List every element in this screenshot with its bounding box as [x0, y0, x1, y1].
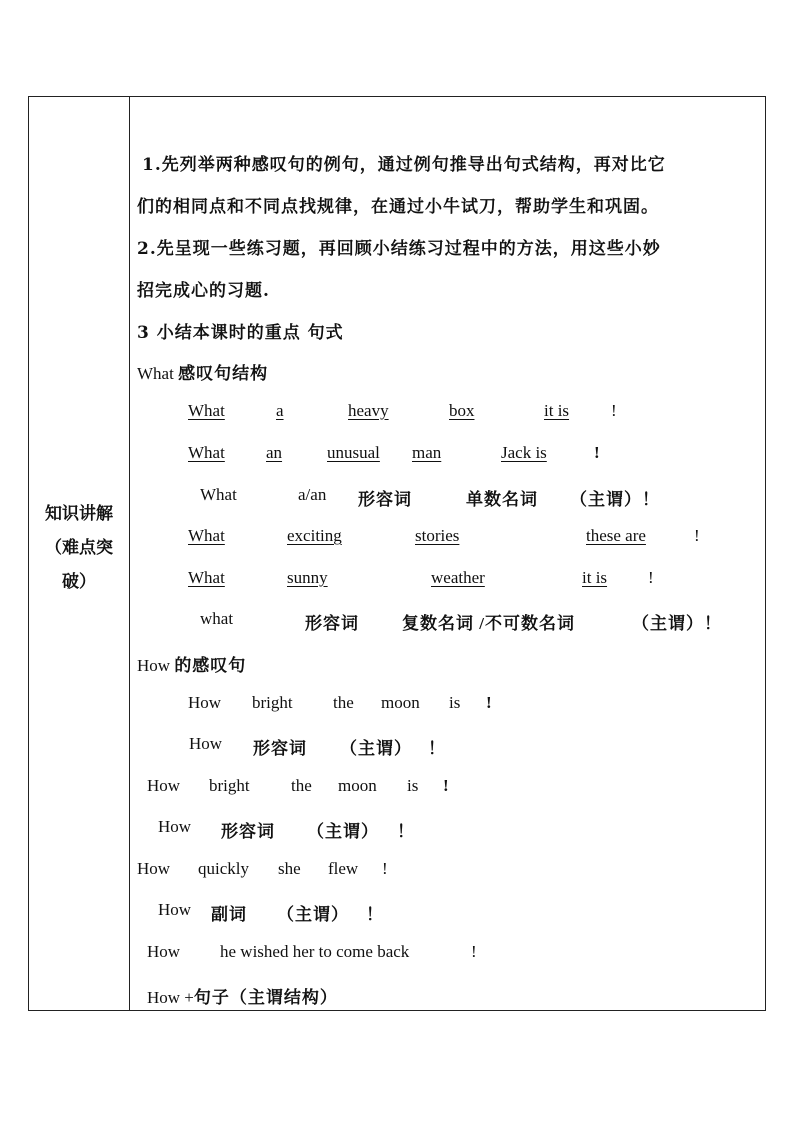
- pattern2-part: （主谓）！: [632, 614, 722, 633]
- para3-summary: 3 小结本课时的重点 句式: [137, 323, 344, 343]
- ex8-mark: !: [471, 942, 477, 961]
- ex1-word: it is: [544, 401, 570, 420]
- ex5-mark: !: [486, 693, 492, 712]
- pattern4-part: ！: [397, 822, 415, 841]
- pattern4-part: （主谓）: [307, 822, 379, 841]
- ex1-word: box: [449, 401, 475, 420]
- ex2-word: an: [266, 443, 283, 462]
- how-title: [137, 651, 246, 676]
- ex3-mark: !: [694, 526, 700, 545]
- ex4-word: it is: [582, 568, 608, 587]
- ex3-word: these are: [586, 526, 646, 545]
- pattern4-part: 形容词: [221, 822, 275, 841]
- row-label-line-1: 知识讲解: [45, 504, 113, 524]
- ex2-mark: !: [594, 443, 600, 462]
- ex1-word: What: [188, 401, 225, 420]
- ex5-word: moon: [381, 693, 420, 712]
- ex6-word: How: [147, 776, 181, 795]
- pattern6-how: How +: [147, 988, 194, 1007]
- pattern5-part: （主谓）: [277, 905, 349, 924]
- pattern5-part: How: [158, 900, 192, 919]
- how-title-zh: 的感叹句: [174, 656, 247, 676]
- ex5-word: the: [333, 693, 354, 712]
- pattern1-part: 形容词: [358, 490, 412, 509]
- ex1-word: heavy: [348, 401, 389, 420]
- ex6-word: the: [291, 776, 312, 795]
- what-title: [137, 359, 268, 384]
- pattern5-part: 副词: [211, 905, 247, 924]
- ex5-word: How: [188, 693, 222, 712]
- para2-line2: 招完成心的习题.: [137, 281, 270, 301]
- pattern1-part: a/an: [298, 485, 327, 504]
- ex8-sentence: he wished her to come back: [220, 942, 410, 961]
- pattern3-part: ！: [428, 739, 446, 758]
- ex7-word: she: [278, 859, 301, 878]
- pattern2-part: 复数名词 /不可数名词: [402, 614, 575, 633]
- ex2-word: unusual: [327, 443, 380, 462]
- ex2-word: Jack is: [501, 443, 547, 462]
- pattern3-part: How: [189, 734, 223, 753]
- ex5-word: is: [449, 693, 461, 712]
- how-title-en: How: [137, 656, 175, 675]
- ex2-word: What: [188, 443, 225, 462]
- pattern1-part: What: [200, 485, 237, 504]
- ex3-word: What: [188, 526, 225, 545]
- para1-line2: 们的相同点和不同点找规律，在通过小牛试刀，帮助学生和巩固。: [137, 197, 659, 217]
- ex6-word: moon: [338, 776, 377, 795]
- row-label-line-3: 破）: [62, 572, 96, 592]
- ex8-word: How: [147, 942, 181, 961]
- pattern6-zh: 句子（主谓结构）: [193, 988, 338, 1008]
- ex4-word: sunny: [287, 568, 328, 587]
- pattern1-part: 单数名词: [466, 490, 538, 509]
- what-title-zh: 感叹句结构: [178, 364, 269, 384]
- ex7-mark: !: [382, 859, 388, 878]
- ex6-mark: !: [443, 776, 449, 795]
- pattern1-part: （主谓）！: [570, 490, 660, 509]
- ex4-mark: !: [648, 568, 654, 587]
- ex1-mark: !: [611, 401, 617, 420]
- ex6-word: bright: [209, 776, 250, 795]
- pattern3-part: 形容词: [253, 739, 307, 758]
- ex7-word: flew: [328, 859, 359, 878]
- para2-line1: 2.先呈现一些练习题，再回顾小结练习过程中的方法，用这些小妙: [137, 239, 661, 259]
- ex2-word: man: [412, 443, 442, 462]
- pattern6: [147, 983, 338, 1008]
- ex4-word: What: [188, 568, 225, 587]
- ex7-word: How: [137, 859, 171, 878]
- ex1-word: a: [276, 401, 284, 420]
- ex4-word: weather: [431, 568, 485, 587]
- row-label: [29, 497, 129, 599]
- pattern3-part: （主谓）: [340, 739, 412, 758]
- para1-line1: 1.先列举两种感叹句的例句，通过例句推导出句式结构，再对比它: [142, 155, 666, 175]
- pattern4-part: How: [158, 817, 192, 836]
- ex3-word: stories: [415, 526, 460, 545]
- ex6-word: is: [407, 776, 419, 795]
- pattern2-part: 形容词: [305, 614, 359, 633]
- ex5-word: bright: [252, 693, 293, 712]
- column-divider: [129, 97, 130, 1010]
- row-label-line-2: （难点突: [45, 538, 113, 558]
- ex3-word: exciting: [287, 526, 342, 545]
- what-title-en: What: [137, 364, 179, 383]
- pattern2-part: what: [200, 609, 234, 628]
- ex7-word: quickly: [198, 859, 249, 878]
- pattern5-part: ！: [366, 905, 384, 924]
